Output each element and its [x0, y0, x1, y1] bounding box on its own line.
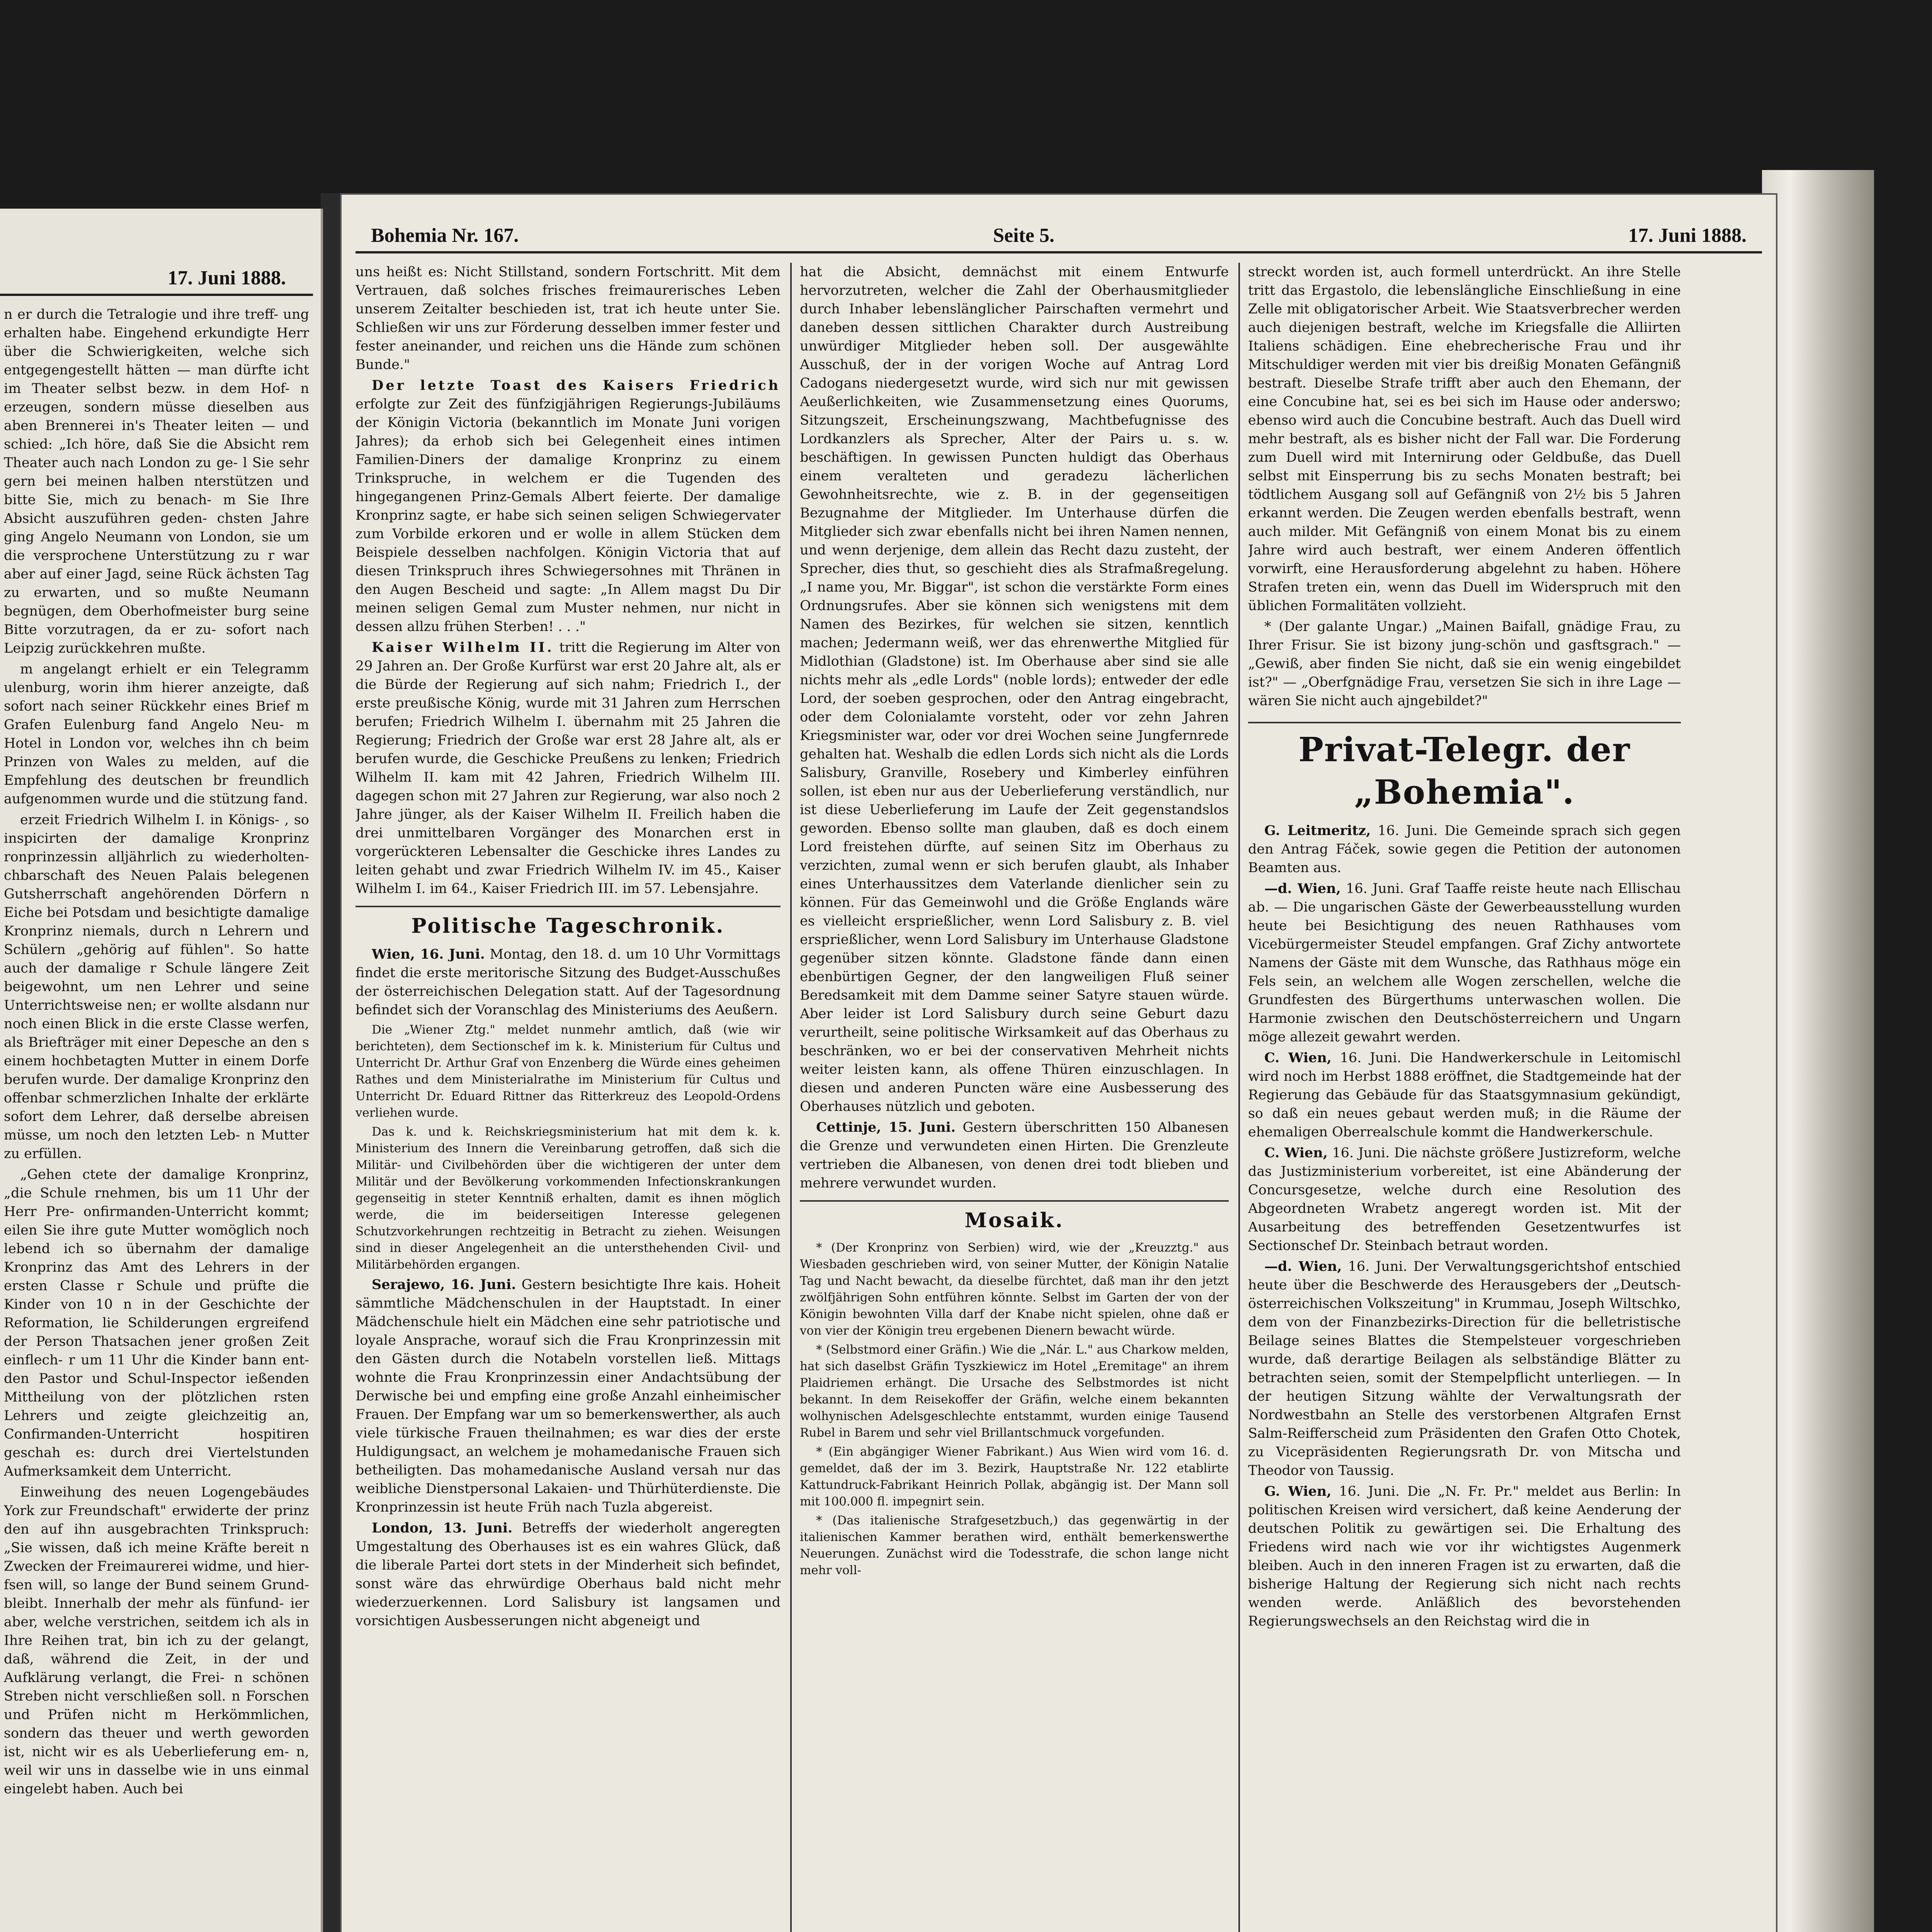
left-paragraph: „Gehen ctete der damalige Kronprinz, „die Schule rnehmen, bis um 11 Uhr der Herr Pre- onfirmanden-Unterricht kommt; eilen Sie ihre gute Mutter womöglich noch lebend ich so übernahm der damalige Kronprinz das Amt des Lehrers in der ersten Classe r Schule und prüfte die Kinder von 10 n in der Geschichte der Reformation, lie Schilderungen ergreifend der Person Thatsachen jener großen Zeit einflech- r um 11 Uhr die Kinder bann ent- den Pastor und Schul-Inspector ießenden Mittheilung von der plötzlichen rsten Lehrers und zeigte gleichzeitig an, Confirmanden-Unterricht hospitiren geschah es: durch drei Viertelstunden Aufmerksamkeit dem Unterricht. — [4, 1167, 309, 1479]
mosaic-item: * (Ein abgängiger Wiener Fabrikant.) Aus Wien wird vom 16. d. gemeldet, daß der im 3. Bezirk, Hauptstraße Nr. 122 etablirte Kattundruck-Fabrikant Heinrich Pollak, abgängig ist. Der Mann soll mit 100.000 fl. impegnirt sein. — [800, 1445, 1229, 1509]
left-paragraph: n er durch die Tetralogie und ihre treff- ung erhalten habe. Eingehend erkundigte Herr über die Schwierigkeiten, welche sich entgegengestellt hätten — man dürfte icht im Theater selbst bezw. in dem Hof- n erzeugen, sondern müsse dieselben aus aben Brennerei in's Theater leiten — und schied: „Ich höre, daß Sie die Absicht rem Theater auch nach London zu ge- l Sie sehr gern bei meinen halben nterstützen und bitte Sie, mich zu benach- m Sie Ihre Absicht auszuführen geden- chsten Jahre ging Angelo Neumann von London, sie um die versprochene Unterstützung zu r war aber auf einer Jagd, seine Rück ächsten Tag zu erwarten, und so mußte Neumann begnügen, dem Oberhofmeister burg seine Bitte vorzutragen, da er zu- sofort nach Leipzig zurückkehren mußte. — [4, 307, 309, 656]
column-2 — [800, 263, 1229, 1932]
dateline: Serajewo, 16. Juni. — [372, 1277, 516, 1293]
column-rule — [790, 263, 792, 1932]
page-number: Seite 5. — [993, 224, 1054, 247]
article-text: Gestern überschritten 150 Albanesen die Grenze und verwundeten einen Hirten. Die Grenzleute vertrieben die Albanesen, von denen drei todt blieben und mehrere verwundet wurden. — [800, 1120, 1229, 1191]
left-page-column — [4, 305, 309, 1932]
article-text: hat die Absicht, demnächst mit einem Entwurfe hervorzutreten, welcher die Zahl der Oberhausmitglieder durch Inhaber lebenslänglicher Pairschaften vermehrt und daneben dessen sittlichen Charakter durch Austreibung unwürdiger Mitglieder heben soll. Der ausgewählte Ausschuß, der in der vorigen Woche auf Antrag Lord Cadogans niedergesetzt wurde, wird sich nur mit gewissen Aeußerlichkeiten, wie Zusammensetzung eines Quorums, Sitzungszeit, Erscheinungszwang, Machtbefugnisse des Lordkanzlers als Sprecher, Alter der Pairs u. s. w. beschäftigen. In gewissen Puncten huldigt das Oberhaus einem veralteten und geradezu lächerlichen Gewohnheitsrechte, wie z. B. in der gegenseitigen Bezugnahme der Mitglieder. Im Unterhause dürfen die Mitglieder sich zwar ebenfalls nicht bei ihren Namen nennen, und wenn derjenige, dem allein das Recht dazu zusteht, der Sprecher, dies thut, so geschieht dies als Strafmaßregelung. „I name you, Mr. Biggar", ist schon die verstärkte Form eines Ordnungsrufes. Aber sie können sich wenigstens mit dem Namen des Bezirkes, für welchen sie sitzen, kenntlich machen; Jedermann weiß, wer das ehrenwerthe Mitglied für Midlothian (Gladstone) ist. Im Oberhause aber sind sie alle nichts mehr als „edle Lords" (noble lords); entweder der edle Lord, der soeben gesprochen, oder den Antrag eingebracht, oder dem Colonialamte vorsteht, oder vor zehn Jahren Kriegsminister war, oder vor drei Wochen seine Jungfernrede gehalten hat. Weshalb die edlen Lords sich nicht als die Lords Salisbury, Granville, Rosebery und Kimberley einführen sollen, ist eben nur aus der Ueberlieferung verständlich, nur ist diese Ueberlieferung im Laufe der Zeit gegenstandslos geworden. Ebenso sollte man glauben, daß es doch einem Lord freistehen dürfte, auf seinen Sitz im Oberhaus zu verzichten, zumal wenn er sich berufen glaubt, als Inhaber eines Unterhaussitzes dem Vaterlande dienlicher sein zu können. Für das Gemeinwohl und die Größe Englands wäre es vielleicht ersprießlicher, wenn Lord Salisbury z. B. viel ersprießlicher, wenn Lord Salisbury im Unterhause Gladstone gegenüber sitzen könnte. Gladstone fände dann einen ebenbürtigen Gegner, der den langweiligen Fluß seiner Beredsamkeit mit dem Damme seiner Satyre stauen würde. Aber leider ist Lord Salisbury durch seine Geburt dazu verurtheilt, seine politische Wirksamkeit auf das Oberhaus zu beschränken, wo er bei der conservativen Mehrheit nichts weiter leisten kann, als offene Thüren einzuschlagen. In diesen und anderen Puncten wäre eine Ausbesserung des Oberhauses nützlich und geboten. — [800, 264, 1229, 1114]
article-text: Das k. und k. Reichskriegsministerium hat mit dem k. k. Ministerium des Innern die Vereinbarung getroffen, daß sich die Militär- und Civilbehörden über die wichtigeren der unter dem Militär und der Bevölkerung vorkommenden Infectionskrankungen gegenseitig in steter Kenntniß erhalten, damit es ihnen möglich werde, die im beiderseitigen Interesse gelegenen Schutzvorkehrungen rechtzeitig in Betracht zu ziehen. Weisungen sind in dieser Angelegenheit an die untersthehenden Civil- und Militärbehörden ergangen. — [355, 1125, 781, 1272]
dateline: —d. Wien, — [1264, 881, 1341, 896]
dateline: G. Leitmeritz, — [1264, 823, 1371, 838]
main-page — [340, 193, 1777, 1932]
section-heading-mosaik: Mosaik. — [800, 1200, 1229, 1234]
left-paragraph: erzeit Friedrich Wilhelm I. in Königs- , so inspicirten der damalige Kronprinz ronprinzessin alljährlich zu wiederholten- chbarschaft des Neuen Palais belegenen Gutsherrschaft angehörenden Dörfern n Eiche bei Potsdam und besichtigte damalige Kronprinz niemals, durch n Lehrern und Schülern „gehörig auf fühlen". So hatte auch der damalige r Schule längere Zeit beigewohnt, um nen Lehrer und seine Unterrichtsweise nen; er wollte alsdann nur noch einen Blick in die erste Classe werfen, als Briefträger mit einer Depesche an den s einem hochbetagten Mutter in einem Dorfe berufen wurde. Der damalige Kronprinz den offenbar schmerzlichen Inhalte der erklärte sofort dem Lehrer, daß derselbe abreisen müsse, um noch den letzten Leb- n Mutter zu erfüllen. — [4, 812, 309, 1162]
article-text: tritt die Regierung im Alter von 29 Jahren an. Der Große Kurfürst war erst 20 Jahre alt, als er die Bürde der Regierung auf sich nahm; Friedrich I., der erste preußische König, wurde mit 31 Jahren zum Herrschen berufen; Friedrich Wilhelm I. übernahm mit 25 Jahren die Regierung; Friedrich der Große war erst 28 Jahre alt, als er berufen wurde, die Geschicke Preußens zu lenken; Friedrich Wilhelm II. kam mit 42 Jahren, Friedrich Wilhelm III. dagegen schon mit 27 Jahren zur Regierung, war also noch 2 Jahre jünger, als der Kaiser Wilhelm II. Freilich haben die drei unmittelbaren Vorgänger des Monarchen erst in vorgerückteren Lebensalter die Geschicke ihres Landes zu leiten gehabt und zwar Friedrich Wilhelm IV. im 45., Kaiser Wilhelm I. im 64., Kaiser Friedrich III. im 57. Lebensjahre. — [355, 640, 781, 896]
article-text: Betreffs der wiederholt angeregten Umgestaltung des Oberhauses ist es ein wahres Glück, daß die liberale Partei dort stets in der Minderheit sich befindet, sonst wäre das ehrwürdige Oberhaus bald nicht mehr wiederzuerkennen. Lord Salisbury ist langsamen und vorsichtigen Ausbesserungen nicht abgeneigt und — [355, 1520, 781, 1629]
dateline: G. Wien, — [1264, 1483, 1332, 1499]
left-paragraph: m angelangt erhielt er ein Telegramm ulenburg, worin ihm hierer anzeigte, daß sofort nach seiner Rückkehr eines Brief m Grafen Eulenburg fand Angelo Neu- m Hotel in London vor, welches ihn ch beim Prinzen von Wales zu melden, auf die Empfehlung des deutschen br freundlich aufgenommen wurde und die stützung fand. — [4, 662, 309, 807]
mosaic-item: * (Das italienische Strafgesetzbuch,) das gegenwärtig in der italienischen Kammer berathen wird, enthält bemerkenswerthe Neuerungen. Zunächst wird die Todesstrafe, die schon lange nicht mehr voll- — [800, 1514, 1229, 1577]
telegram-text: 16. Juni. Graf Taaffe reiste heute nach Ellischau ab. — Die ungarischen Gäste der Gewerbeausstellung wurden heute bei Besichtigung des neuen Rathhauses vom Vicebürgermeister Steudel empfangen. Graf Zichy antwortete Namens der Gäste mit dem Wunsche, das Rathhaus möge ein Fels sein, an welchem alle Wogen zerschellen, welche die Grundfesten des Bürgerthums unterwaschen wollen. Die Harmonie zwischen den Deutschösterreichern und Ungarn möge allezeit gewahrt werden. — [1248, 881, 1681, 1045]
column-rule — [1238, 263, 1240, 1932]
page-stack-edge — [1762, 170, 1874, 1932]
section-heading-privat-telegr: Privat-Telegr. der „Bohemia". — [1248, 722, 1681, 814]
left-page-date: 17. Juni 1888. — [167, 267, 286, 289]
article-text: streckt worden ist, auch formell unterdrückt. An ihre Stelle tritt das Ergastolo, die lebenslängliche Einschließung in eine Zelle mit obligatorischer Arbeit. Wie Staatsverbrecher werden auch diejenigen bestraft, welche im Kriegsfalle die Alliirten Italiens schädigen. Eine ehebrecherische Frau und ihr Mitschuldiger werden mit vier bis dreißig Monaten Gefängniß bestraft. Dieselbe Strafe trifft aber auch den Ehemann, der eine Concubine hat, sei es bei sich im Hause oder anderswo; ebenso wird auch die Concubine bestraft. Auch das Duell wird mehr bestraft, als es bisher nicht der Fall war. Die Forderung zum Duell wird mit Internirung oder Geldbuße, das Duell selbst mit Einsperrung bis zu sechs Monaten bestraft; bei tödtlichem Ausgang soll auf Gefängniß von 2½ bis 5 Jahren erkannt werden. Die Zeugen werden ebenfalls bestraft, wenn auch milder. Mit Gefängniß von einem Monat bis zu einem Jahre wird auch bestraft, wer einem Anderen öffentlich vorwirft, eine Herausforderung abgelehnt zu haben. Höhere Strafen treten ein, wenn das Duell im Widerspruch mit den üblichen Formalitäten vollzieht. — [1248, 264, 1681, 614]
article-text: uns heißt es: Nicht Stillstand, sondern Fortschritt. Mit dem Vertrauen, daß solches frisches freimaurerisches Leben unserem Zeitalter beschieden ist, trat ich heute unter Sie. Schließen wir uns zur Förderung desselben immer fester und fester aneinander, und reichen uns die Hände zum schönen Bunde." — [355, 264, 781, 372]
article-text: Die „Wiener Ztg." meldet nunmehr amtlich, daß (wie wir berichteten), dem Sectionschef im k. k. Ministerium für Cultus und Unterricht Dr. Arthur Graf von Enzenberg die Würde eines geheimen Rathes und dem Ministerialrathe im Ministerium für Cultus und Unterricht Dr. Eduard Rittner das Ritterkreuz des Leopold-Ordens verliehen wurde. — [355, 1023, 781, 1120]
mosaic-item: * (Selbstmord einer Gräfin.) Wie die „Nár. L." aus Charkow melden, hat sich daselbst Gräfin Tyszkiewicz im Hotel „Eremitage" an ihrem Plaidriemen erhängt. Die Ursache des Selbstmordes ist nicht bekannt. In dem Reisekoffer der Gräfin, welche einem bekannten wolhynischen Adelsgeschlechte entstammt, wurden einige Tausend Rubel in Barem und sehr viel Brillantschmuck vorgefunden. — [800, 1343, 1229, 1440]
column-1 — [355, 263, 781, 1932]
dateline: Wien, 16. Juni. — [372, 946, 485, 962]
article-text: Gestern besichtigte Ihre kais. Hoheit sämmtliche Mädchenschulen in der Hauptstadt. In einer Mädchenschule hielt ein Mädchen eine sehr patriotische und loyale Ansprache, worauf sich die Frau Kronprinzessin mit den Gästen durch die Notabeln vorstellen ließ. Mittags wohnte die Frau Kronprinzessin einer Andachtsübung der Derwische bei und empfing eine große Anzahl einheimischer Frauen. Der Empfang war um so bemerkenswerther, als auch viele türkische Frauen theilnahmen; es war dies der erste Huldigungsact, an welchem je mohamedanische Frauen sich betheiligten. Das mohamedanische Ausland versah nur das weibliche Dienstpersonal Lakaien- und Thürhüterdienste. Die Kronprinzessin ist heute Früh nach Tuzla abgereist. — [355, 1277, 781, 1515]
page-header — [355, 224, 1762, 253]
newspaper-issue: Bohemia Nr. 167. — [371, 224, 519, 247]
anecdote-text: * (Der galante Ungar.) „Mainen Baifall, gnädige Frau, zu Ihrer Frisur. Sie ist bizony jung-schön und gasftsgrach." — „Gewiß, aber finden Sie nicht, daß sie ein wenig eingebildet ist?" — „Oberfgnädige Frau, versetzen Sie sich in ihre Lage — wären Sie nicht auch ajngebildet?" — [1248, 619, 1681, 709]
left-page — [0, 209, 323, 1932]
dateline: Cettinje, 15. Juni. — [816, 1119, 956, 1135]
dateline: C. Wien, — [1264, 1145, 1328, 1161]
left-page-header — [0, 267, 313, 296]
section-heading-politische-tageschronik: Politische Tageschronik. — [355, 906, 781, 940]
column-3 — [1248, 263, 1681, 1932]
telegram-text: 16. Juni. Die nächste größere Justizreform, welche das Justizministerium vorbereitet, ist eine Abänderung der Concursgesetze, welche durch eine Resolution des Abgeordneten Wrabetz angeregt worden ist. Mit der Ausarbeitung des betreffenden Gesetzentwurfes ist Sectionschef Dr. Steinbach betraut worden. — [1248, 1145, 1681, 1253]
dateline: —d. Wien, — [1264, 1259, 1342, 1274]
telegram-text: 16. Juni. Die Gemeinde sprach sich gegen den Antrag Fáček, sowie gegen die Petition der autonomen Beamten aus. — [1248, 823, 1681, 876]
dateline: C. Wien, — [1264, 1050, 1332, 1066]
issue-date: 17. Juni 1888. — [1628, 224, 1747, 247]
telegram-text: 16. Juni. Die „N. Fr. Pr." meldet aus Berlin: In politischen Kreisen wird versichert, daß keine Aenderung der deutschen Politik zu gewärtigen sei. Die Erhaltung des Friedens wird nach wie vor ihr wichtigstes Augenmerk bleiben. Auch in den inneren Fragen ist zu erwarten, daß die bisherige Haltung der Regierung sich nicht nach rechts wenden werde. Anläßlich des bevorstehenden Regierungswechsels an den Reichstag wird die in — [1248, 1484, 1681, 1629]
article-lead: Der letzte Toast des Kaisers Friedrich — [372, 378, 781, 393]
telegram-text: 16. Juni. Die Handwerkerschule in Leitomischl wird noch im Herbst 1888 eröffnet, die Stadtgemeinde hat der Regierung das Gebäude für das Staatsgymnasium gekündigt, so daß ein neues gebaut werden muß; in die Räume der ehemaligen Oberrealschule kommt die Handwerkerschule. — [1248, 1050, 1681, 1140]
left-paragraph: Einweihung des neuen Logengebäudes York zur Freundschaft" erwiderte der prinz den auf ihn ausgebrachten Trinkspruch: „Sie wissen, daß ich meine Kräfte bereit n Zwecken der Freimaurerei widme, und hier- fsen will, so lange der Bund seinem Grund- bleibt. Innerhalb der mehr als fünfund- ier aber, welche verstrichen, seitdem ich als in Ihre Reihen trat, bin ich zu der gelangt, daß, während die Zeit, in der und Aufklärung verlangt, die Frei- n schönen Streben nicht verschließen soll. n Forschen und Prüfen nicht m Herkömmlichen, sondern das theuer und werth geworden ist, nicht wir es als Ueberlieferung em- n, weil wir uns in dasselbe wie in uns einmal eingelebt haben. Auch bei — [4, 1485, 309, 1797]
article-lead: Kaiser Wilhelm II. — [372, 639, 554, 655]
mosaic-item: * (Der Kronprinz von Serbien) wird, wie der „Kreuzztg." aus Wiesbaden geschrieben wird, von seiner Mutter, der Königin Natalie Tag und Nacht bewacht, da dieselbe fürchtet, daß man ihr den jetzt zwölfjährigen Sohn entführen könnte. Selbst im Garten der von der Königin bewohnten Villa darf der Knabe nicht spielen, ohne daß er von vier der Königin treu ergebenen Dienern bewacht würde. — [800, 1241, 1229, 1338]
article-text: erfolgte zur Zeit des fünfzigjährigen Regierungs-Jubiläums der Königin Victoria (bekanntlich im Monate Juni vorigen Jahres); da erhob sich bei Gelegenheit eines intimen Familien-Diners der damalige Kronprinz zu einem Trinkspruche, in welchem er die Tugenden des hingegangenen Prinz-Gemals Albert feierte. Der damalige Kronprinz sagte, er habe sich seinen seligen Schwiegervater zum Vorbilde erkoren und er wolle in allem Stücken dem Beispiele desselben nachfolgen. Königin Victoria that auf diesen Trinkspruch ihres Schwiegersohnes mit Thränen in den Augen Bescheid und sagte: „In Allem magst Du Dir meinen seligen Gemal zum Muster nehmen, nur nicht in dessen allzu frühen Sterben! . . ." — [355, 396, 781, 634]
telegram-text: 16. Juni. Der Verwaltungsgerichtshof entschied heute über die Beschwerde des Herausgebers der „Deutsch-österreichischen Volkszeitung" in Krummau, Joseph Wiltschko, dem von der Finanzbezirks-Direction für die belletristische Beilage seines Blattes die Stempelsteuer vorgeschrieben wurde, daß derartige Beilagen als selbständige Blätter zu betrachten seien, somit der Stempelpflicht unterliegen. — In der heutigen Sitzung wählte der Verwaltungsrath der Nordwestbahn an Stelle des verstorbenen Altgrafen Ernst Salm-Reifferscheid zum Präsidenten den Grafen Otto Chotek, zu Vicepräsidenten Regierungsrath Dr. von Mitscha und Theodor von Taussig. — [1248, 1259, 1681, 1478]
article-text: Montag, den 18. d. um 10 Uhr Vormittags findet die erste meritorische Sitzung des Budget-Ausschußes der österreichischen Delegation statt. Auf der Tagesordnung befindet sich der Voranschlag des Ministeriums des Aeußern. — [355, 947, 781, 1018]
book-spine — [321, 193, 340, 1932]
dateline: London, 13. Juni. — [372, 1520, 513, 1536]
